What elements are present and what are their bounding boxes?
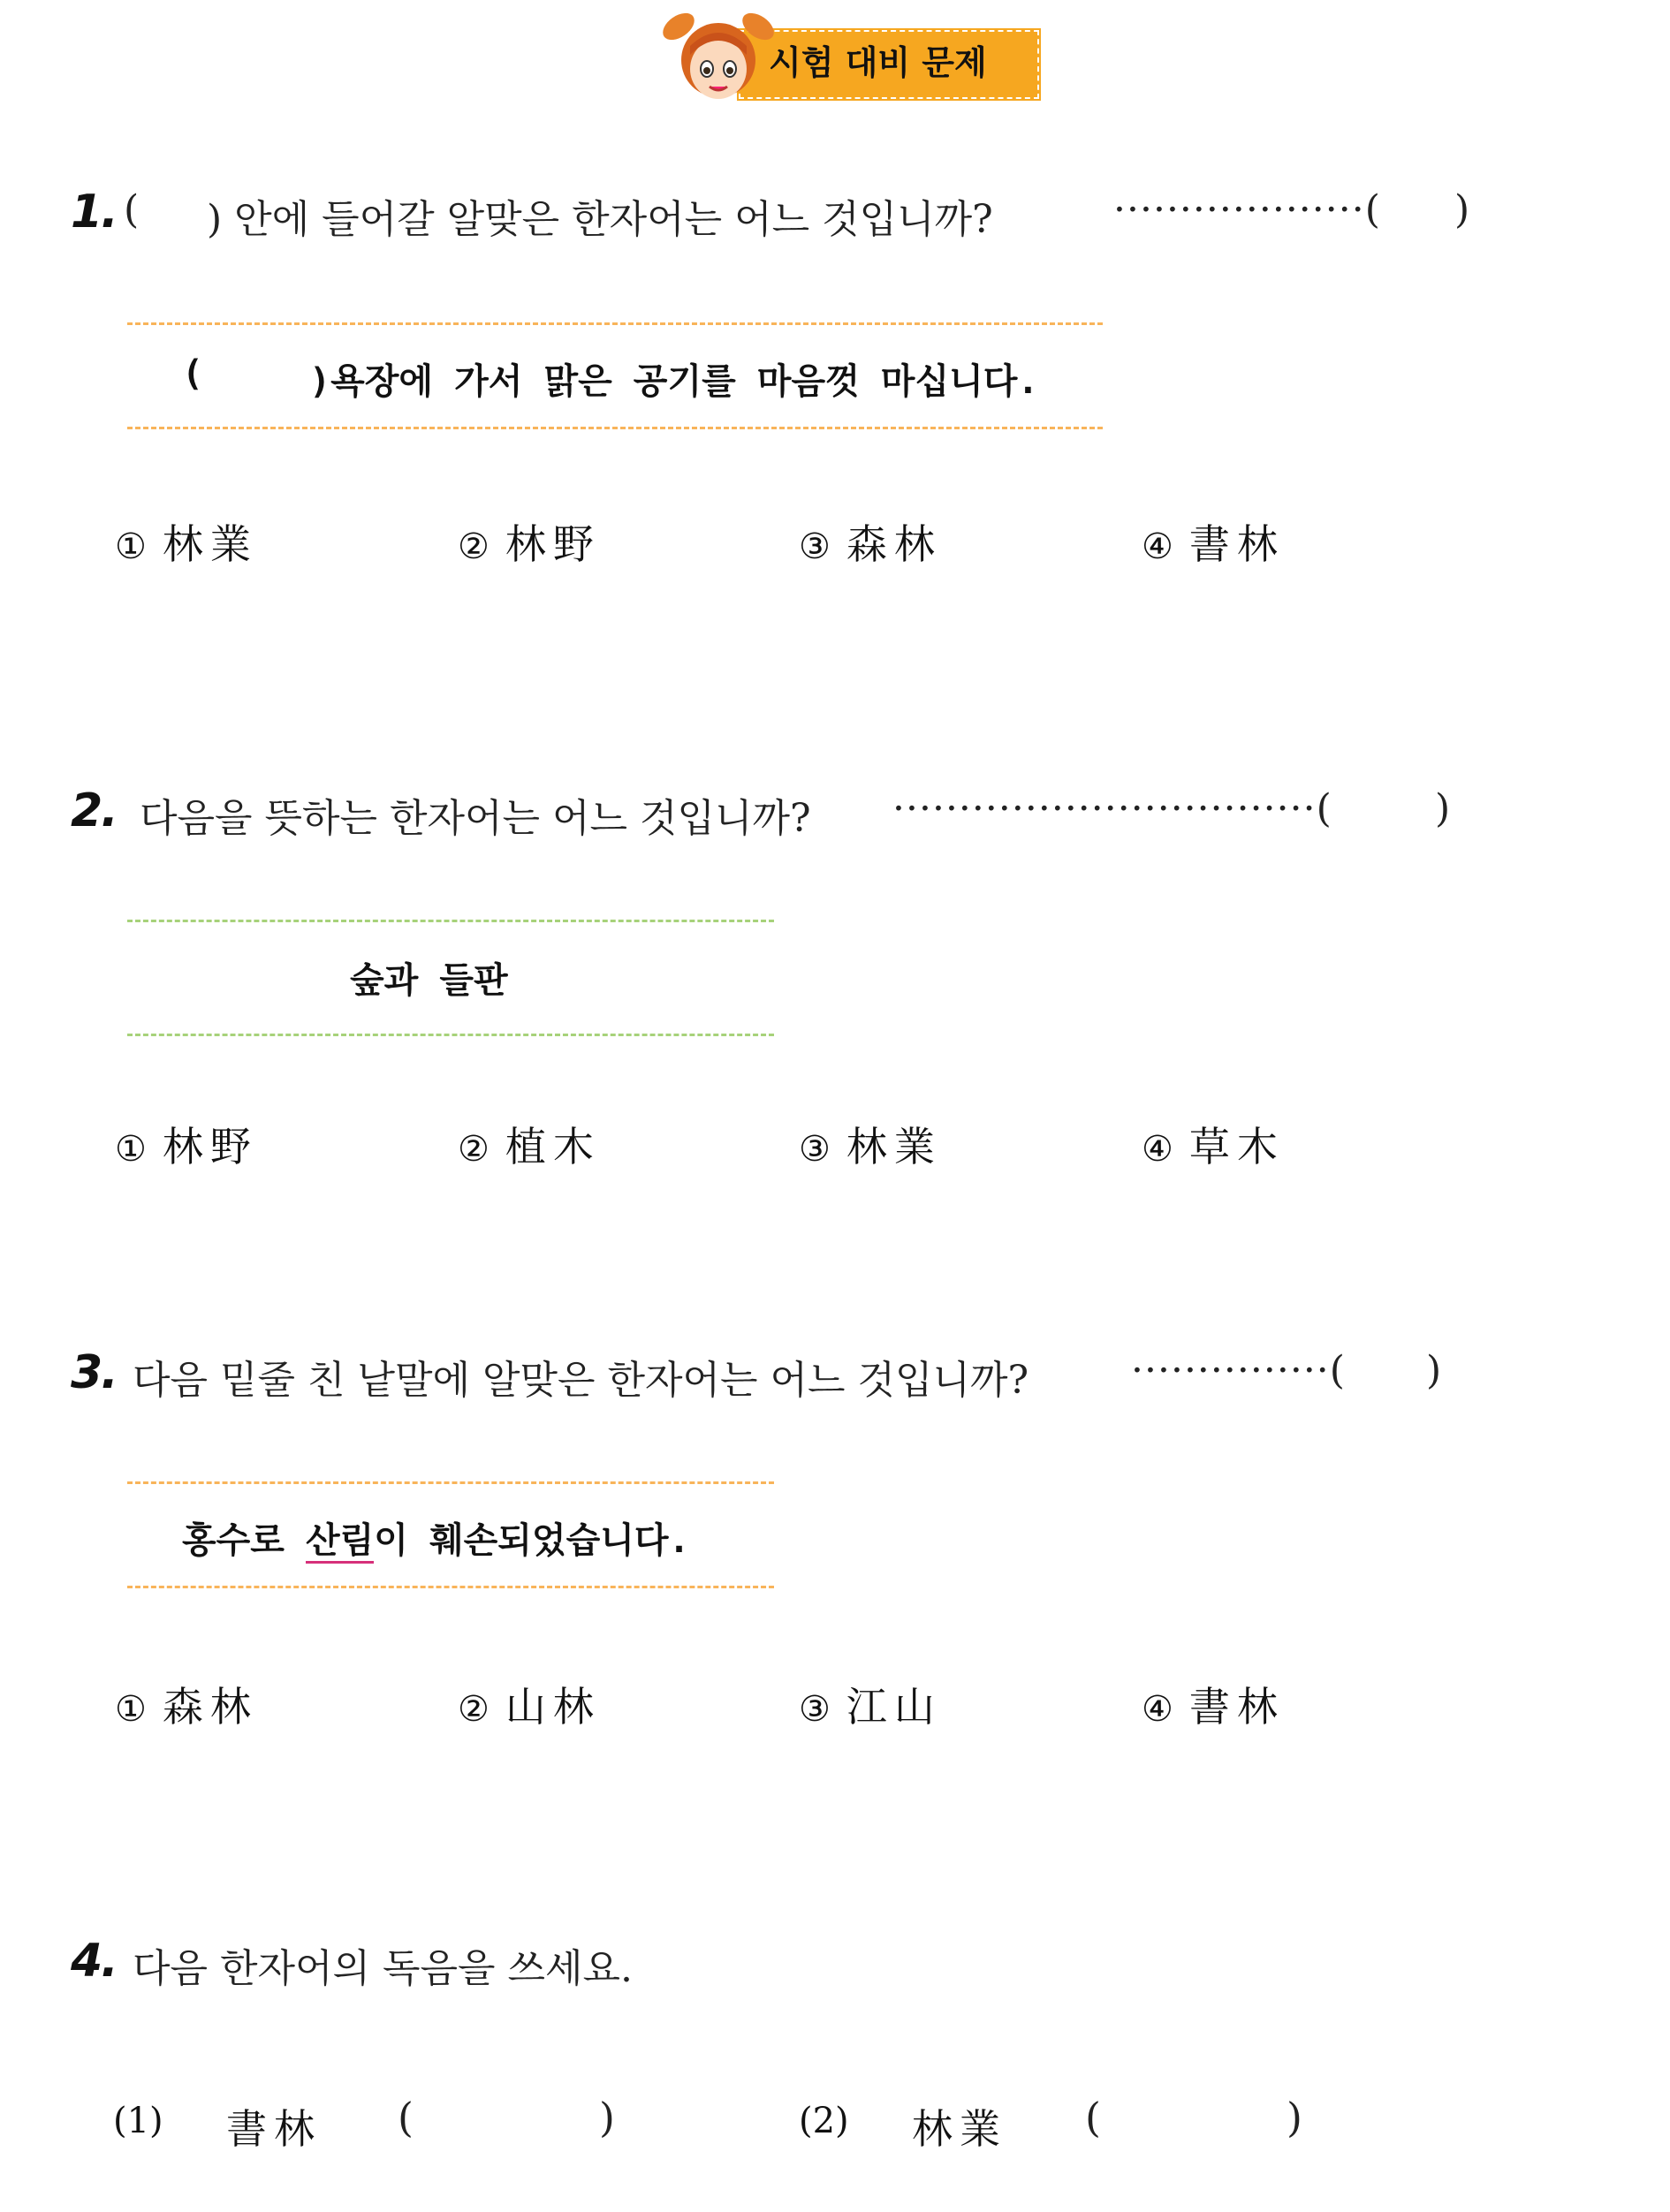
question-1-answer-close: ) — [1454, 187, 1470, 232]
question-4-item-2-open: ( — [1085, 2094, 1101, 2141]
question-2-number: 2. — [71, 784, 117, 837]
question-4-item-1-hanja: 書林 — [226, 2105, 322, 2153]
question-1-sentence: )욕장에 가서 맑은 공기를 마음껏 마십니다. — [309, 361, 1039, 402]
question-2-dots: ································( — [892, 786, 1332, 831]
question-3-box-top-line — [127, 1481, 774, 1484]
question-2-box-bottom-line — [127, 1034, 774, 1036]
question-2-option-1: ① 林野 — [115, 1123, 258, 1170]
question-2-text: 다음을 뜻하는 한자어는 어느 것입니까? — [140, 796, 811, 841]
header-title: 시험 대비 문제 — [769, 43, 987, 82]
question-1-box-bottom-line — [127, 427, 1103, 429]
question-1-option-2: ② 林野 — [458, 520, 601, 568]
question-3-sentence: 홍수로 산림이 훼손되었습니다. — [182, 1512, 690, 1563]
question-1-number: 1. — [71, 186, 117, 239]
question-4-text: 다음 한자어의 독음을 쓰세요. — [133, 1946, 633, 1991]
question-3-option-3: ③ 江山 — [799, 1683, 942, 1731]
question-3-answer-close: ) — [1426, 1348, 1442, 1393]
question-4-item-2-number: (2) — [799, 2101, 849, 2141]
question-3-number: 3. — [71, 1346, 117, 1399]
question-3-underlined-word: 산림 — [306, 1520, 374, 1564]
question-2-answer-close: ) — [1435, 786, 1451, 831]
question-1-open-paren: ( — [124, 187, 140, 232]
question-3-option-4: ④ 書林 — [1142, 1683, 1285, 1731]
question-3-option-2: ② 山林 — [458, 1683, 601, 1731]
question-1-sentence-open: ( — [182, 353, 204, 394]
question-1-option-1: ① 林業 — [115, 520, 258, 568]
question-4-item-2-close: ) — [1287, 2094, 1302, 2141]
question-4-item-1-number: (1) — [113, 2101, 163, 2141]
question-4-item-1-close: ) — [599, 2094, 615, 2141]
question-1-box-top-line — [127, 322, 1103, 325]
question-4-item-1-open: ( — [398, 2094, 414, 2141]
question-3-box-bottom-line — [127, 1586, 774, 1588]
question-3-option-1: ① 森林 — [115, 1683, 258, 1731]
question-3-dots: ···············( — [1131, 1348, 1346, 1393]
question-2-box-top-line — [127, 920, 774, 922]
question-1-option-3: ③ 森林 — [799, 520, 942, 568]
question-1-text: ) 안에 들어갈 알맞은 한자어는 어느 것입니까? — [207, 197, 993, 242]
question-1-dots: ···················( — [1113, 187, 1381, 232]
question-2-option-3: ③ 林業 — [799, 1123, 942, 1170]
question-4-number: 4. — [71, 1935, 117, 1988]
question-2-option-4: ④ 草木 — [1142, 1123, 1285, 1170]
girl-mascot-icon — [661, 0, 776, 104]
question-4-item-2-hanja: 林業 — [912, 2105, 1007, 2153]
question-2-option-2: ② 植木 — [458, 1123, 601, 1170]
question-1-option-4: ④ 書林 — [1142, 520, 1285, 568]
question-3-text: 다음 밑줄 친 낱말에 알맞은 한자어는 어느 것입니까? — [133, 1358, 1029, 1403]
question-2-box-text: 숲과 들판 — [350, 960, 508, 1001]
